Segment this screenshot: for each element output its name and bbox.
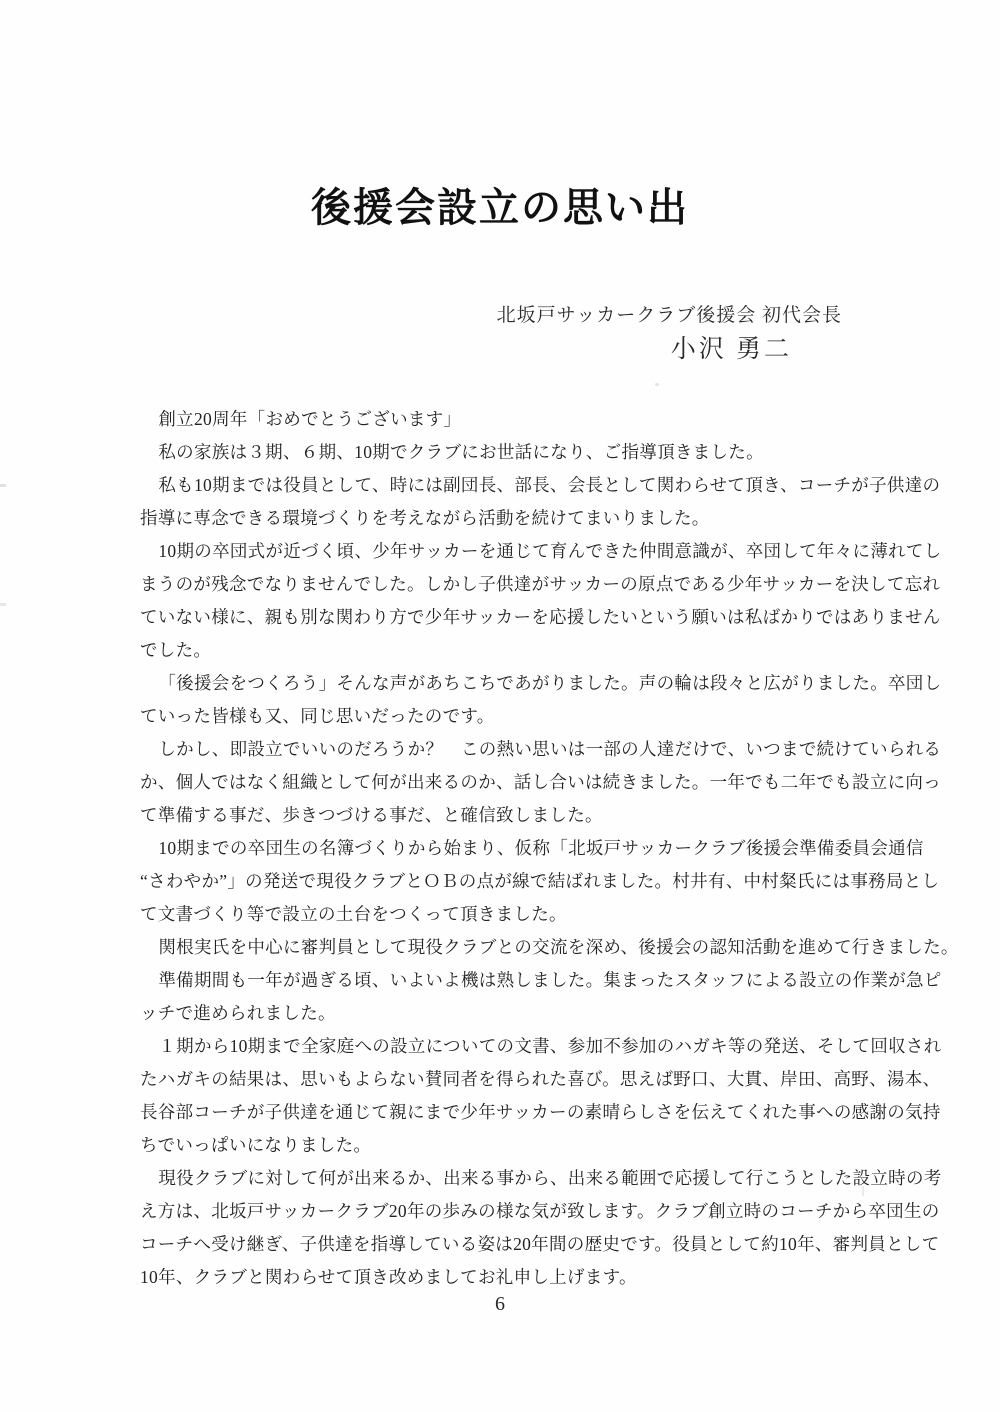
page-number: 6: [495, 1293, 505, 1315]
body-line: て準備する事だ、歩きつづける事だ、と確信致しました。: [140, 805, 603, 825]
body-line: 関根実氏を中心に審判員として現役クラブとの交流を深め、後援会の認知活動を進めて行きました。: [158, 937, 959, 957]
scan-artifact: [0, 484, 6, 487]
body-text: [140, 403, 959, 1294]
scan-artifact: [862, 1186, 864, 1196]
body-line: ちでいっぱいになりました。: [140, 1135, 372, 1155]
body-line: 「後援会をつくろう」そんな声があちこちであがりました。声の輪は段々と広がりました。卒団し: [158, 673, 942, 693]
body-line: ていない様に、親も別な関わり方で少年サッカーを応援したいという願いは私ばかりではありません: [140, 607, 941, 627]
body-line: コーチへ受け継ぎ、子供達を指導している姿は20年間の歴史です。役員として約10年、審判員として: [140, 1234, 940, 1254]
body-line: 準備期間も一年が過ぎる頃、いよいよ機は熟しました。集まったスタッフによる設立の作業が急ピ: [158, 970, 942, 990]
body-line: 10年、クラブと関わらせて頂き改めましてお礼申し上げます。: [140, 1267, 637, 1287]
body-line: ッチで進められました。: [140, 1003, 336, 1023]
body-line: 指導に専念できる環境づくりを考えながら活動を続けてまいりました。: [140, 508, 710, 528]
body-line: 長谷部コーチが子供達を通じて親にまで少年サッカーの素晴らしさを伝えてくれた事への感謝の気持: [140, 1102, 941, 1122]
body-line: “さわやか”」の発送で現役クラブとＯＢの点が線で結ばれました。村井有、中村粲氏には事務局とし: [140, 871, 940, 891]
body-line: 現役クラブに対して何が出来るか、出来る事から、出来る範囲で応援して行こうとした設立時の考: [158, 1168, 942, 1188]
body-line: 創立20周年「おめでとうございます」: [158, 409, 462, 429]
body-line: 10期までの卒団生の名簿づくりから始まり、仮称「北坂戸サッカークラブ後援会準備委員会通信: [158, 838, 924, 858]
body-line: しかし、即設立でいいのだろうか？ この熱い思いは一部の人達だけで、いつまで続けていられる: [158, 739, 942, 759]
body-line: て文書づくり等で設立の土台をつくって頂きました。: [140, 904, 567, 924]
body-line: たハガキの結果は、思いもよらない賛同者を得られた喜び。思えば野口、大貫、岸田、高野、湯本、: [140, 1069, 941, 1089]
body-line: 私も10期までは役員として、時には副団長、部長、会長として関わらせて頂き、コーチが子供達の: [158, 475, 941, 495]
scan-artifact: [0, 603, 6, 606]
body-line: か、個人ではなく組織として何が出来るのか、話し合いは続きました。一年でも二年でも設立に向っ: [140, 772, 941, 792]
body-line: 私の家族は３期、６期、10期でクラブにお世話になり、ご指導頂きました。: [158, 442, 764, 462]
body-line: ていった皆様も又、同じ思いだったのです。: [140, 706, 495, 726]
body-line: １期から10期まで全家庭への設立についての文書、参加不参加のハガキ等の発送、そして回収され: [158, 1036, 942, 1056]
scan-artifact: [655, 383, 659, 386]
byline-author-name: 小沢 勇二: [670, 336, 792, 363]
body-line: え方は、北坂戸サッカークラブ20年の歩みの様な気が致します。クラブ創立時のコーチから卒団生の: [140, 1201, 940, 1221]
body-line: まうのが残念でなりませんでした。しかし子供達がサッカーの原点である少年サッカーを決して忘れ: [140, 574, 941, 594]
page-title: 後援会設立の思い出: [311, 185, 689, 231]
body-line: 10期の卒団式が近づく頃、少年サッカーを通じて育んできた仲間意識が、卒団して年々に薄れてし: [158, 541, 942, 561]
body-line: でした。: [140, 640, 212, 660]
byline-affiliation: 北坂戸サッカークラブ後援会 初代会長: [496, 305, 842, 326]
